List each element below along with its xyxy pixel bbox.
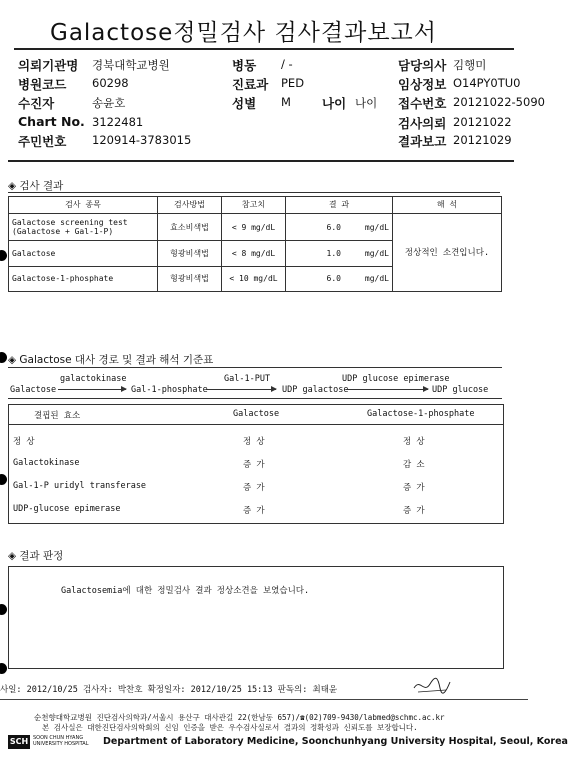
department-value: PED — [281, 76, 305, 90]
enzyme-epimerase: UDP glucose epimerase — [342, 374, 450, 384]
pathway-bottom-rule — [8, 398, 502, 399]
hospital-code-value: 60298 — [92, 76, 129, 90]
gal1p-cell: 증 가 — [403, 506, 425, 516]
test-reference: < 8 mg/dL — [222, 241, 286, 266]
chart-number-value: 3122481 — [92, 115, 144, 129]
judgement-box — [8, 566, 504, 669]
patient-label: 수진자 — [18, 96, 55, 111]
results-header-row — [9, 197, 502, 214]
node-galactose: Galactose — [10, 385, 57, 395]
logo-caption-line1: SOON CHUN HYANG — [33, 735, 84, 741]
hospital-logo: SCH — [8, 735, 30, 749]
results-top-rule — [8, 192, 500, 193]
clinical-info-value: O14PY0TU0 — [453, 76, 521, 90]
judgement-text: Galactosemia에 대한 정밀검사 결과 정상소견을 보였습니다. — [61, 586, 310, 596]
resident-number-label: 주민번호 — [18, 134, 67, 149]
test-result — [286, 213, 393, 240]
patient-value: 송윤호 — [92, 96, 126, 110]
request-date-label: 검사의뢰 — [398, 116, 447, 131]
punch-hole — [0, 352, 7, 363]
footer-rule — [0, 699, 528, 700]
test-method: 형광비색법 — [158, 241, 222, 266]
node-udp-glucose: UDP glucose — [432, 385, 489, 395]
test-item: Galactose — [9, 241, 158, 266]
judgement-heading: ◈ 결과 판정 — [8, 550, 64, 562]
node-udp-galactose: UDP galactose — [282, 385, 349, 395]
col-galactose: Galactose — [233, 409, 280, 419]
result-value: 6.0 — [326, 274, 341, 284]
interpretation-criteria-table — [8, 404, 504, 524]
punch-hole — [0, 604, 7, 615]
report-date-value: 20121029 — [453, 133, 512, 147]
receipt-number-value: 20121022-5090 — [453, 95, 545, 109]
enzyme-cell: UDP-glucose epimerase — [13, 504, 121, 514]
galactose-cell: 증 가 — [243, 483, 265, 493]
test-method: 효소비색법 — [158, 213, 222, 240]
referring-institution-value: 경북대학교병원 — [92, 58, 170, 72]
pathway-top-rule — [8, 367, 502, 368]
enzyme-cell: Gal-1-P uridyl transferase — [13, 481, 147, 491]
title-divider — [14, 48, 514, 50]
result-unit: mg/dL — [364, 274, 389, 284]
pathway-heading: ◈ Galactose 대사 경로 및 결과 해석 기준표 — [8, 354, 214, 366]
arrow-right-icon — [346, 389, 428, 390]
age-value: 나이 — [355, 96, 378, 110]
enzyme-cell: Galactokinase — [13, 458, 80, 468]
enzyme-gal1put: Gal-1-PUT — [224, 374, 271, 384]
department-footer: Department of Laboratory Medicine, Soonchunhyang University Hospital, Seoul, Korea — [103, 736, 568, 747]
galactose-cell: 정 상 — [243, 437, 265, 447]
table-row — [9, 213, 502, 240]
clinical-info-label: 임상정보 — [398, 77, 447, 92]
chart-number-label: Chart No. — [18, 114, 85, 129]
col-method: 검사방법 — [158, 197, 222, 214]
criteria-header-divider — [9, 424, 503, 425]
result-unit: mg/dL — [364, 222, 389, 232]
col-test-item: 검사 종목 — [9, 197, 158, 214]
test-item: Galactose screening test (Galactose + Gal-1-P) — [9, 213, 158, 240]
doctor-value: 김행미 — [453, 58, 487, 72]
test-result — [286, 241, 393, 266]
punch-hole — [0, 474, 7, 485]
col-result: 결 과 — [286, 197, 393, 214]
receipt-number-label: 접수번호 — [398, 96, 447, 111]
enzyme-galactokinase: galactokinase — [60, 374, 127, 384]
col-gal1p: Galactose-1-phosphate — [367, 409, 475, 419]
interpretation-cell: 정상적인 소견입니다. — [393, 213, 502, 291]
punch-hole — [0, 663, 7, 674]
sex-label: 성별 — [232, 96, 257, 111]
ward-value: / - — [281, 57, 293, 71]
header-divider — [8, 160, 514, 162]
galactose-cell: 증 가 — [243, 506, 265, 516]
gal1p-cell: 증 가 — [403, 483, 425, 493]
result-value: 1.0 — [326, 248, 341, 258]
gal1p-cell: 정 상 — [403, 437, 425, 447]
report-title: Galactose정밀검사 검사결과보고서 — [50, 20, 437, 46]
results-table — [8, 196, 502, 292]
address-line: 순천향대학교병원 진단검사의학과/서울시 용산구 대사관길 22(한남동 657)/☎(02)709-9430/labmed@schmc.ac.kr — [34, 713, 445, 722]
signature-image — [410, 674, 452, 696]
resident-number-value: 120914-3783015 — [92, 133, 192, 147]
gal1p-cell: 감 소 — [403, 460, 425, 470]
arrow-right-icon — [206, 389, 276, 390]
col-interpretation: 해 석 — [393, 197, 502, 214]
result-unit: mg/dL — [364, 248, 389, 258]
col-enzyme: 결핍된 효소 — [34, 411, 81, 421]
arrow-right-icon — [58, 389, 126, 390]
ward-label: 병동 — [232, 58, 257, 73]
report-date-label: 결과보고 — [398, 134, 447, 149]
doctor-label: 담당의사 — [398, 58, 447, 73]
notice-line: 본 검사실은 대한진단검사의학회의 신임 인증을 받은 우수검사실로서 결과의 정확성과 신뢰도를 보장합니다. — [42, 723, 418, 732]
hospital-logo-caption — [33, 735, 89, 747]
footer-bar — [0, 733, 568, 753]
sign-line: 사일: 2012/10/25 검사자: 박찬호 확정일자: 2012/10/25 15:13 판독의: 최태윤 — [0, 685, 338, 695]
logo-caption-line2: UNIVERSITY HOSPITAL — [33, 741, 89, 747]
hospital-code-label: 병원코드 — [18, 77, 67, 92]
galactose-cell: 증 가 — [243, 460, 265, 470]
punch-hole — [0, 250, 7, 261]
test-reference: < 10 mg/dL — [222, 266, 286, 291]
request-date-value: 20121022 — [453, 115, 512, 129]
node-gal1phosphate: Gal-1-phosphate — [131, 385, 208, 395]
test-reference: < 9 mg/dL — [222, 213, 286, 240]
test-result — [286, 266, 393, 291]
results-heading: ◈ 검사 결과 — [8, 180, 64, 192]
age-label: 나이 — [322, 96, 347, 111]
sex-value: M — [281, 95, 291, 109]
test-method: 형광비색법 — [158, 266, 222, 291]
referring-institution-label: 의뢰기관명 — [18, 58, 79, 73]
test-item: Galactose-1-phosphate — [9, 266, 158, 291]
col-reference: 참고치 — [222, 197, 286, 214]
result-value: 6.0 — [326, 222, 341, 232]
department-label: 진료과 — [232, 77, 269, 92]
enzyme-cell: 정 상 — [13, 437, 35, 447]
